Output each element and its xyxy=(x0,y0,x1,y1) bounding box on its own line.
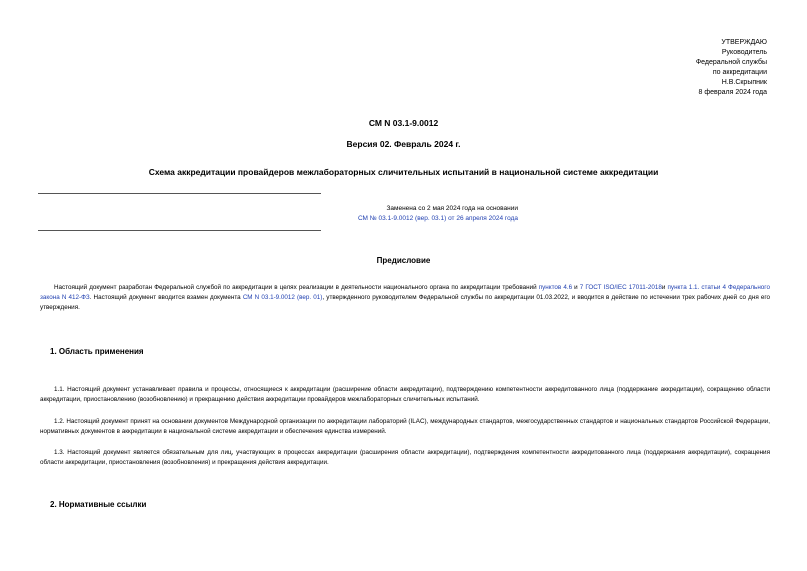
document-number: СМ N 03.1-9.0012 xyxy=(368,118,439,128)
approval-line: Н.В.Скрыпник xyxy=(721,79,767,86)
replacement-notice xyxy=(38,204,518,224)
approval-block xyxy=(696,38,767,98)
approval-line: УТВЕРЖДАЮ xyxy=(721,39,767,46)
link-gost-standard[interactable]: 7 ГОСТ ISO/IEC 17011-2018 xyxy=(579,284,662,291)
document-title: Схема аккредитации провайдеров межлабораторных сличительных испытаний в национальной системе аккредитации xyxy=(148,167,659,177)
link-federal-law[interactable]: пункта 1.1. статьи 4 Федерального закона N 412-ФЗ xyxy=(40,284,770,301)
link-gost-items[interactable]: пунктов 4.6 xyxy=(538,284,573,291)
paragraph-1-2: 1.2. Настоящий документ принят на основании документов Международной организации по аккредитации лабораторий (ILAC), международных стандартов, межгосударственных стандартов и национальных стандартов Российской Федерации, нормативных документов в аккредитации в национальной системе аккредитации и обеспечения единства измерений. xyxy=(40,418,770,435)
divider-bottom xyxy=(38,230,321,231)
paragraph-1-1: 1.1. Настоящий документ устанавливает правила и процессы, относящиеся к аккредитации (расширение области аккредитации), подтверждению компетентности аккредитованного лица (поддержание аккредитации), сокращению области аккредитации, приостановлению (возобновлению) и прекращению действия аккредитации провайдеров межлабораторных сличительных испытаний. xyxy=(40,386,770,403)
paragraph-1-3: 1.3. Настоящий документ является обязательным для лиц, участвующих в процессах аккредитации (расширения области аккредитации), подтверждения компетентности аккредитованного лица (поддержания аккредитации), сокращения области аккредитации, приостановления (возобновления) и прекращения действия аккредитации. xyxy=(40,449,770,466)
divider-top xyxy=(38,193,321,194)
replacement-link[interactable]: СМ № 03.1-9.0012 (вер. 03.1) от 26 апреля 2024 года xyxy=(357,215,518,222)
link-previous-version[interactable]: СМ N 03.1-9.0012 (вер. 01) xyxy=(242,294,323,301)
approval-line: 8 февраля 2024 года xyxy=(698,89,767,96)
foreword-text: и xyxy=(572,284,580,291)
foreword-text: , утвержденного руководителем Федеральной службы по аккредитации 01.03.2022, и вводится в действие по истечении трех рабочих дней со дня его утверждения. xyxy=(40,294,771,311)
foreword-text: и xyxy=(661,284,668,291)
approval-line: Федеральной службы xyxy=(695,59,767,66)
replacement-text: Заменена со 2 мая 2024 года на основании xyxy=(386,205,518,212)
approval-line: Руководитель xyxy=(721,49,767,56)
foreword-text: . Настоящий документ вводится взамен документа xyxy=(89,294,243,301)
foreword-paragraph xyxy=(40,283,770,313)
section-heading-scope: 1. Область применения xyxy=(50,347,144,356)
foreword-text: Настоящий документ разработан Федеральной службой по аккредитации в целях реализации в деятельности национального органа по аккредитации требований xyxy=(54,284,539,291)
document-version: Версия 02. Февраль 2024 г. xyxy=(346,139,461,149)
approval-line: по аккредитации xyxy=(712,69,767,76)
foreword-heading: Предисловие xyxy=(376,256,431,265)
section-heading-references: 2. Нормативные ссылки xyxy=(50,500,147,509)
